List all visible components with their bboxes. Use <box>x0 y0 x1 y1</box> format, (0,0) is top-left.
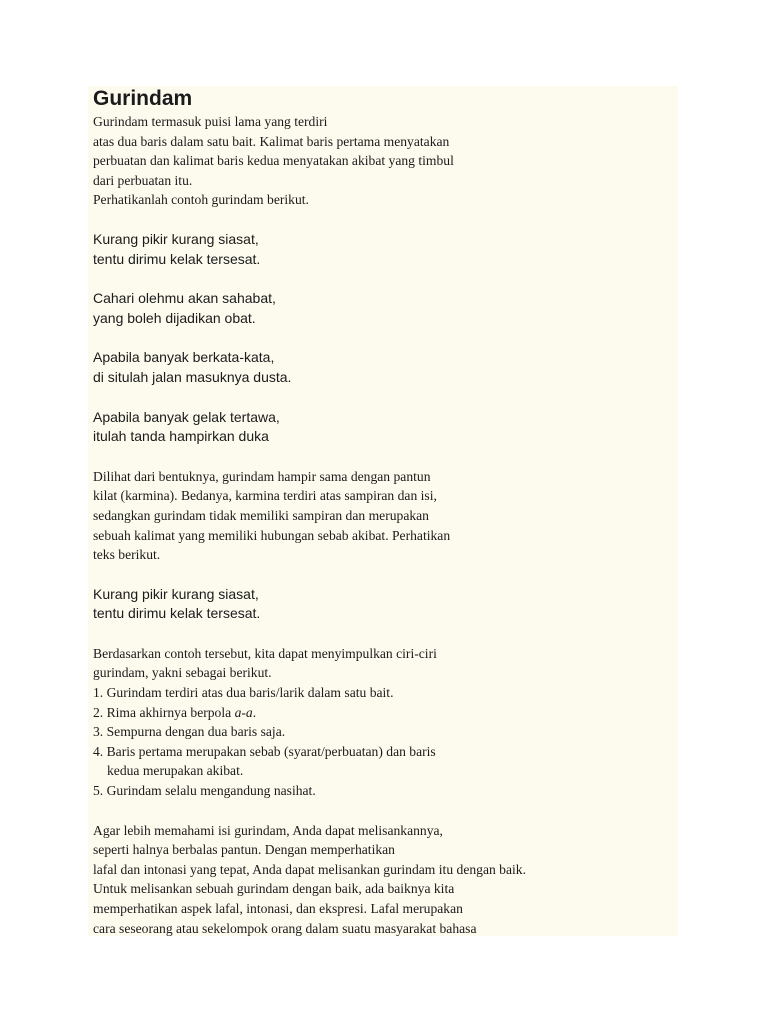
stanza <box>93 230 678 269</box>
document-content <box>93 86 678 938</box>
paragraph-line: Untuk melisankan sebuah gurindam dengan baik, ada baiknya kita <box>93 881 455 897</box>
stanza-line: Kurang pikir kurang siasat, <box>93 585 259 602</box>
list-item: 3. Sempurna dengan dua baris saja. <box>93 724 286 740</box>
stanza-line: Apabila banyak gelak tertawa, <box>93 408 280 425</box>
list-item-continuation: kedua merupakan akibat. <box>107 763 244 779</box>
stanza-line: tentu dirimu kelak tersesat. <box>93 605 261 622</box>
page-title: Gurindam <box>93 87 193 110</box>
intro-line: Gurindam termasuk puisi lama yang terdiri <box>93 114 328 129</box>
list-item <box>93 703 678 723</box>
paragraph-line: kilat (karmina). Bedanya, karmina terdiri atas sampiran dan isi, <box>93 488 437 504</box>
stanza-line: Apabila banyak berkata-kata, <box>93 349 275 366</box>
stanza-line: tentu dirimu kelak tersesat. <box>93 250 261 267</box>
paragraph-line: gurindam, yakni sebagai berikut. <box>93 665 272 681</box>
stanza-line: yang boleh dijadikan obat. <box>93 309 256 326</box>
comparison-paragraph <box>93 467 678 565</box>
stanza-line: itulah tanda hampirkan duka <box>93 428 269 445</box>
characteristics-section <box>93 644 678 801</box>
stanza <box>93 289 678 328</box>
stanza-line: di situlah jalan masuknya dusta. <box>93 368 292 385</box>
example-stanza <box>93 585 678 624</box>
list-item-text: 2. Rima akhirnya berpola <box>93 704 235 720</box>
closing-paragraph <box>93 821 678 939</box>
rhyme-pattern: a-a <box>234 704 253 720</box>
stanza-line: Kurang pikir kurang siasat, <box>93 230 259 247</box>
paragraph-line: sedangkan gurindam tidak memiliki sampiran dan merupakan <box>93 507 429 523</box>
paragraph-line: cara seseorang atau sekelompok orang dalam suatu masyarakat bahasa <box>93 920 477 936</box>
paragraph-line: Dilihat dari bentuknya, gurindam hampir sama dengan pantun <box>93 468 431 484</box>
list-item-text: . <box>252 704 257 720</box>
paragraph-line: Berdasarkan contoh tersebut, kita dapat menyimpulkan ciri-ciri <box>93 645 437 661</box>
stanza <box>93 348 678 387</box>
list-item: 5. Gurindam selalu mengandung nasihat. <box>93 783 316 799</box>
intro-line: Perhatikanlah contoh gurindam berikut. <box>93 192 309 208</box>
stanza <box>93 408 678 447</box>
paragraph-line: teks berikut. <box>93 547 161 563</box>
paragraph-line: sebuah kalimat yang memiliki hubungan sebab akibat. Perhatikan <box>93 527 451 543</box>
intro-line: atas dua baris dalam satu bait. Kalimat baris pertama menyatakan <box>93 133 450 149</box>
paragraph-line: Agar lebih memahami isi gurindam, Anda dapat melisankannya, <box>93 822 443 838</box>
stanza-line: Cahari olehmu akan sahabat, <box>93 290 276 307</box>
paragraph-line: seperti halnya berbalas pantun. Dengan memperhatikan <box>93 842 395 858</box>
paragraph-line: memperhatikan aspek lafal, intonasi, dan ekspresi. Lafal merupakan <box>93 901 463 916</box>
intro-paragraph <box>93 112 678 210</box>
intro-line: perbuatan dan kalimat baris kedua menyatakan akibat yang timbul <box>93 153 454 169</box>
intro-line: dari perbuatan itu. <box>93 172 193 188</box>
paragraph-line: lafal dan intonasi yang tepat, Anda dapat melisankan gurindam itu dengan baik. <box>93 861 526 877</box>
list-item: 1. Gurindam terdiri atas dua baris/larik dalam satu bait. <box>93 685 394 701</box>
list-item: 4. Baris pertama merupakan sebab (syarat/perbuatan) dan baris <box>93 743 436 759</box>
